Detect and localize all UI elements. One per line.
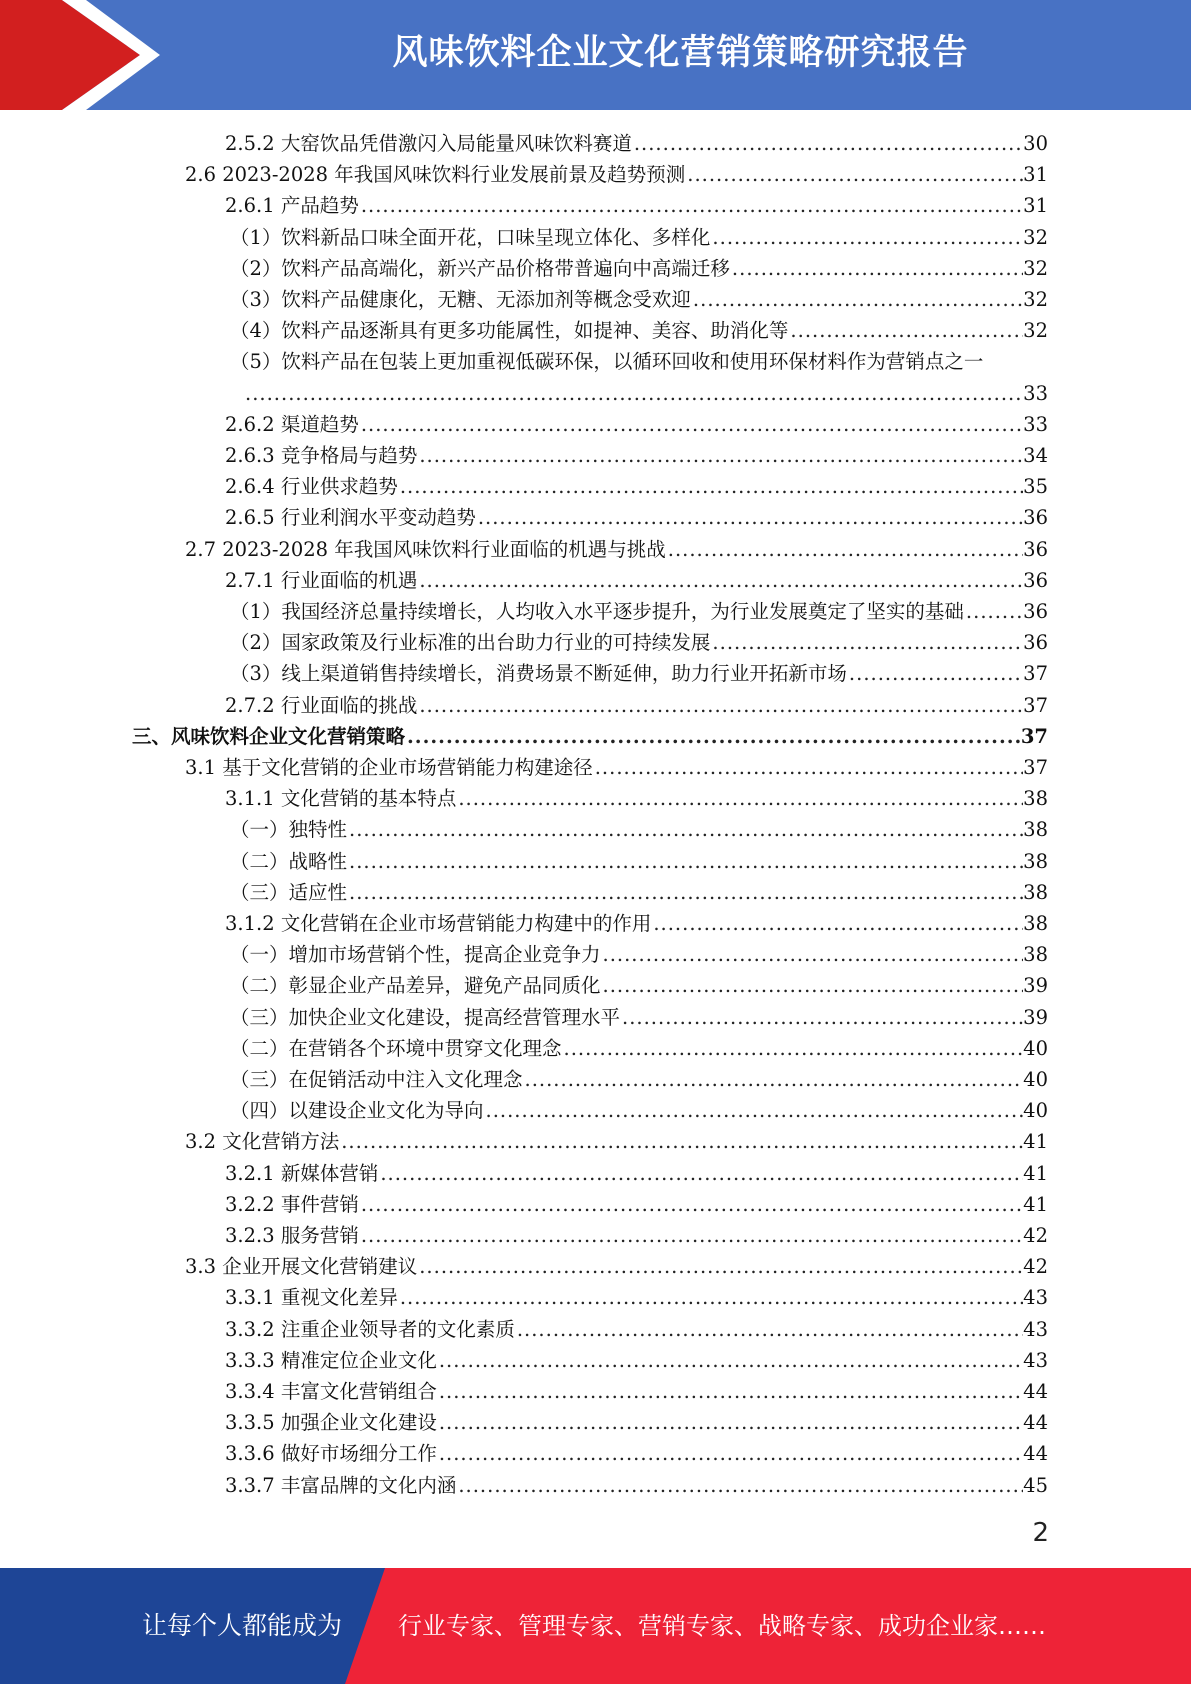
- toc-leader-dots: [398, 471, 1023, 502]
- toc-entry[interactable]: [230, 814, 1048, 845]
- toc-entry-label: 2.6.5 行业利润水平变动趋势: [225, 506, 476, 530]
- toc-entry-page: 34: [1023, 444, 1048, 467]
- toc-entry-label: （二）彰显企业产品差异，避免产品同质化: [230, 974, 601, 998]
- toc-leader-dots: [417, 690, 1023, 721]
- toc-entry-label: 3.2.1 新媒体营销: [225, 1161, 379, 1185]
- toc-chapter-entry[interactable]: [132, 721, 1048, 752]
- toc-entry[interactable]: [225, 565, 1048, 596]
- toc-leader-dots: [359, 1220, 1023, 1251]
- toc-leader-dots: [378, 1158, 1023, 1189]
- toc-leader-dots: [710, 627, 1023, 658]
- toc-entry-page: 43: [1023, 1286, 1048, 1310]
- toc-leader-dots: [359, 190, 1023, 221]
- toc-entry-page: 32: [1023, 319, 1048, 343]
- document-title: 风味饮料企业文化营销策略研究报告: [392, 33, 969, 73]
- toc-entry-label: 3.1 基于文化营销的企业市场营销能力构建途径: [185, 756, 593, 779]
- toc-entry-page: 37: [1023, 756, 1048, 779]
- toc-entry-label: 3.3 企业开展文化营销建议: [185, 1255, 418, 1279]
- toc-entry-page: 44: [1023, 1442, 1048, 1466]
- toc-leader-dots: [339, 1126, 1023, 1157]
- footer-slogan-left: 让每个人都能成为: [142, 1611, 343, 1640]
- toc-entry[interactable]: [230, 658, 1048, 689]
- toc-leader-dots: [710, 222, 1023, 253]
- toc-leader-dots: [523, 1064, 1024, 1095]
- toc-entry-label: 3.3.2 注重企业领导者的文化素质: [225, 1317, 515, 1341]
- toc-entry-page: 39: [1023, 974, 1048, 998]
- toc-leader-dots: [437, 1407, 1023, 1438]
- toc-entry-page: 31: [1023, 194, 1048, 218]
- toc-entry-page: 38: [1023, 912, 1048, 935]
- toc-entry[interactable]: [243, 378, 1048, 409]
- toc-entry-page: 38: [1023, 849, 1048, 873]
- toc-leader-dots: [437, 1345, 1023, 1376]
- toc-entry[interactable]: [225, 409, 1048, 440]
- toc-entry[interactable]: [225, 1407, 1048, 1438]
- toc-leader-dots: [347, 814, 1023, 845]
- toc-leader-dots: [651, 908, 1023, 939]
- toc-entry-page: 41: [1023, 1130, 1048, 1154]
- toc-entry-label: （3）线上渠道销售持续增长，消费场景不断延伸，助力行业开拓新市场: [230, 662, 847, 686]
- toc-entry-label: （5）饮料产品在包装上更加重视低碳环保，以循环回收和使用环保材料作为营销点之一: [230, 350, 984, 374]
- toc-entry-label: 3.2.2 事件营销: [225, 1192, 359, 1216]
- toc-entry-label: 3.2 文化营销方法: [185, 1130, 340, 1154]
- toc-leader-dots: [964, 596, 1023, 627]
- toc-leader-dots: [347, 846, 1023, 877]
- toc-entry-label: 2.7.1 行业面临的机遇: [225, 568, 418, 592]
- toc-entry[interactable]: [225, 502, 1048, 533]
- toc-leader-dots: [730, 253, 1023, 284]
- toc-entry-page: 36: [1023, 506, 1048, 530]
- toc-entry-label: （一）增加市场营销个性，提高企业竞争力: [230, 943, 601, 967]
- toc-leader-dots: [347, 877, 1023, 908]
- toc-leader-dots: [456, 1470, 1023, 1501]
- toc-entry-label: 2.7.2 行业面临的挑战: [225, 693, 418, 717]
- toc-entry-label: 3.3.1 重视文化差异: [225, 1286, 398, 1310]
- toc-entry-page: 32: [1023, 288, 1048, 311]
- toc-entry[interactable]: [225, 690, 1048, 721]
- toc-entry-page: 38: [1023, 880, 1048, 904]
- toc-entry-label: （3）饮料产品健康化，无糖、无添加剂等概念受欢迎: [230, 288, 691, 311]
- toc-entry-page: 30: [1023, 132, 1048, 155]
- toc-leader-dots: [243, 378, 1023, 409]
- toc-entry-page: 35: [1023, 475, 1048, 499]
- toc-entry-page: 40: [1023, 1068, 1048, 1091]
- toc-entry-label: （三）在促销活动中注入文化理念: [230, 1068, 523, 1091]
- toc-entry-page: 41: [1023, 1192, 1048, 1216]
- toc-entry[interactable]: [225, 1282, 1048, 1313]
- toc-entry-page: 36: [1023, 537, 1048, 561]
- toc-entry-label: （1）饮料新品口味全面开花，口味呈现立体化、多样化: [230, 225, 711, 249]
- toc-entry-page: 32: [1023, 225, 1048, 249]
- toc-entry-label: 3.3.6 做好市场细分工作: [225, 1442, 437, 1466]
- toc-entry-page: 36: [1023, 568, 1048, 592]
- toc-entry-label: （2）饮料产品高端化，新兴产品价格带普遍向中高端迁移: [230, 256, 730, 280]
- toc-entry-page: 37: [1023, 662, 1048, 686]
- toc-entry[interactable]: [230, 1064, 1048, 1095]
- toc-entry-page: 42: [1023, 1255, 1048, 1279]
- toc-entry-page: 40: [1023, 1036, 1048, 1060]
- toc-entry-label: （1）我国经济总量持续增长，人均收入水平逐步提升，为行业发展奠定了坚实的基础: [230, 600, 964, 623]
- toc-entry[interactable]: [230, 939, 1048, 970]
- toc-entry[interactable]: [230, 284, 1048, 315]
- toc-entry-page: 38: [1023, 787, 1048, 811]
- toc-entry[interactable]: [225, 190, 1048, 221]
- toc-leader-dots: [620, 1002, 1023, 1033]
- toc-entry[interactable]: [230, 970, 1048, 1001]
- toc-leader-dots: [601, 970, 1024, 1001]
- toc-leader-dots: [417, 440, 1023, 471]
- toc-leader-dots: [691, 284, 1023, 315]
- toc-entry[interactable]: [225, 1314, 1048, 1345]
- toc-leader-dots: [417, 565, 1023, 596]
- toc-entry-page: 42: [1023, 1224, 1048, 1247]
- toc-entry[interactable]: [225, 1158, 1048, 1189]
- toc-entry-label: 2.5.2 大窑饮品凭借激闪入局能量风味饮料赛道: [225, 132, 632, 155]
- toc-leader-dots: [359, 1189, 1023, 1220]
- toc-entry-label: （二）在营销各个环境中贯穿文化理念: [230, 1036, 562, 1060]
- toc-entry-page: 43: [1023, 1348, 1048, 1372]
- toc-entry[interactable]: [185, 1251, 1048, 1282]
- toc-entry-page: 39: [1023, 1005, 1048, 1029]
- toc-entry[interactable]: [230, 1033, 1048, 1064]
- toc-entry-label: 3.3.4 丰富文化营销组合: [225, 1380, 437, 1403]
- toc-entry-page: 44: [1023, 1411, 1048, 1435]
- toc-entry[interactable]: [225, 1189, 1048, 1220]
- toc-leader-dots: [437, 1438, 1023, 1469]
- toc-entry-label: 3.2.3 服务营销: [225, 1224, 359, 1247]
- toc-entry-label: （2）国家政策及行业标准的出台助力行业的可持续发展: [230, 631, 711, 655]
- toc-entry-label: （三）适应性: [230, 880, 348, 904]
- toc-entry[interactable]: [230, 1002, 1048, 1033]
- toc-entry[interactable]: [230, 315, 1048, 346]
- toc-entry[interactable]: [230, 627, 1048, 658]
- toc-leader-dots: [359, 409, 1023, 440]
- toc-entry-page: 37: [1020, 724, 1048, 748]
- footer-slogan-right: 行业专家、管理专家、营销专家、战略专家、成功企业家……: [398, 1612, 1046, 1640]
- toc-entry[interactable]: [230, 346, 1048, 377]
- toc-entry-label: 2.6.2 渠道趋势: [225, 412, 359, 436]
- toc-entry[interactable]: [230, 253, 1048, 284]
- toc-entry[interactable]: [185, 159, 1048, 190]
- toc-leader-dots: [417, 1251, 1023, 1282]
- toc-entry-page: 33: [1023, 381, 1048, 405]
- toc-entry-label: 2.6.1 产品趋势: [225, 194, 359, 218]
- toc-entry[interactable]: [185, 752, 1048, 783]
- toc-entry[interactable]: [225, 783, 1048, 814]
- toc-entry-page: 41: [1023, 1161, 1048, 1185]
- toc-entry[interactable]: [225, 471, 1048, 502]
- toc-entry[interactable]: [225, 1345, 1048, 1376]
- toc-leader-dots: [666, 534, 1023, 565]
- toc-entry-page: 31: [1023, 163, 1048, 187]
- toc-leader-dots: [405, 721, 1021, 752]
- toc-leader-dots: [593, 752, 1023, 783]
- toc-entry[interactable]: [230, 222, 1048, 253]
- toc-entry-page: 38: [1023, 943, 1048, 967]
- toc-entry-label: 2.7 2023-2028 年我国风味饮料行业面临的机遇与挑战: [185, 537, 666, 561]
- toc-entry[interactable]: [230, 1095, 1048, 1126]
- toc-leader-dots: [632, 128, 1023, 159]
- toc-entry[interactable]: [225, 1220, 1048, 1251]
- toc-entry-label: 3.3.3 精准定位企业文化: [225, 1348, 437, 1372]
- toc-entry-label: 3.3.7 丰富品牌的文化内涵: [225, 1473, 457, 1497]
- toc-entry[interactable]: [185, 534, 1048, 565]
- toc-leader-dots: [515, 1314, 1023, 1345]
- toc-entry[interactable]: [225, 128, 1048, 159]
- toc-entry-label: 3.3.5 加强企业文化建设: [225, 1411, 437, 1435]
- toc-entry-page: 38: [1023, 818, 1048, 842]
- toc-entry[interactable]: [225, 1376, 1048, 1407]
- toc-entry-label: 三、风味饮料企业文化营销策略: [132, 724, 406, 748]
- toc-entry-page: 36: [1023, 600, 1048, 623]
- toc-entry[interactable]: [225, 908, 1048, 939]
- toc-leader-dots: [398, 1282, 1023, 1313]
- toc-entry-label: 2.6.3 竞争格局与趋势: [225, 444, 418, 467]
- toc-entry-label: 2.6.4 行业供求趋势: [225, 475, 398, 499]
- toc-entry-page: 44: [1023, 1380, 1048, 1403]
- toc-entry-label: （三）加快企业文化建设，提高经营管理水平: [230, 1005, 621, 1029]
- toc-entry-page: 40: [1023, 1099, 1048, 1123]
- toc-entry-label: （4）饮料产品逐渐具有更多功能属性，如提神、美容、助消化等: [230, 319, 789, 343]
- toc-leader-dots: [456, 783, 1023, 814]
- toc-entry-label: （四）以建设企业文化为导向: [230, 1099, 484, 1123]
- toc-entry[interactable]: [230, 596, 1048, 627]
- toc-entry[interactable]: [230, 846, 1048, 877]
- toc-leader-dots: [685, 159, 1023, 190]
- toc-entry-label: （二）战略性: [230, 849, 348, 873]
- toc-leader-dots: [601, 939, 1024, 970]
- toc-entry[interactable]: [185, 1126, 1048, 1157]
- toc-entry-page: 45: [1023, 1473, 1048, 1497]
- toc-entry-page: 43: [1023, 1317, 1048, 1341]
- toc-entry-page: 32: [1023, 256, 1048, 280]
- toc-entry-label: （一）独特性: [230, 818, 348, 842]
- toc-leader-dots: [788, 315, 1023, 346]
- toc-leader-dots: [562, 1033, 1024, 1064]
- toc-entry[interactable]: [230, 877, 1048, 908]
- toc-entry-page: 33: [1023, 412, 1048, 436]
- toc-entry-page: 37: [1023, 693, 1048, 717]
- page-number: 2: [1032, 1518, 1049, 1548]
- toc-leader-dots: [484, 1095, 1024, 1126]
- toc-entry[interactable]: [225, 440, 1048, 471]
- toc-entry-label: 2.6 2023-2028 年我国风味饮料行业发展前景及趋势预测: [185, 163, 686, 187]
- toc-entry[interactable]: [225, 1438, 1048, 1469]
- toc-leader-dots: [847, 658, 1023, 689]
- toc-leader-dots: [437, 1376, 1023, 1407]
- toc-entry-page: 36: [1023, 631, 1048, 655]
- toc-entry[interactable]: [225, 1470, 1048, 1501]
- toc-entry-label: 3.1.1 文化营销的基本特点: [225, 787, 457, 811]
- toc-entry-label: 3.1.2 文化营销在企业市场营销能力构建中的作用: [225, 912, 652, 935]
- toc-leader-dots: [476, 502, 1023, 533]
